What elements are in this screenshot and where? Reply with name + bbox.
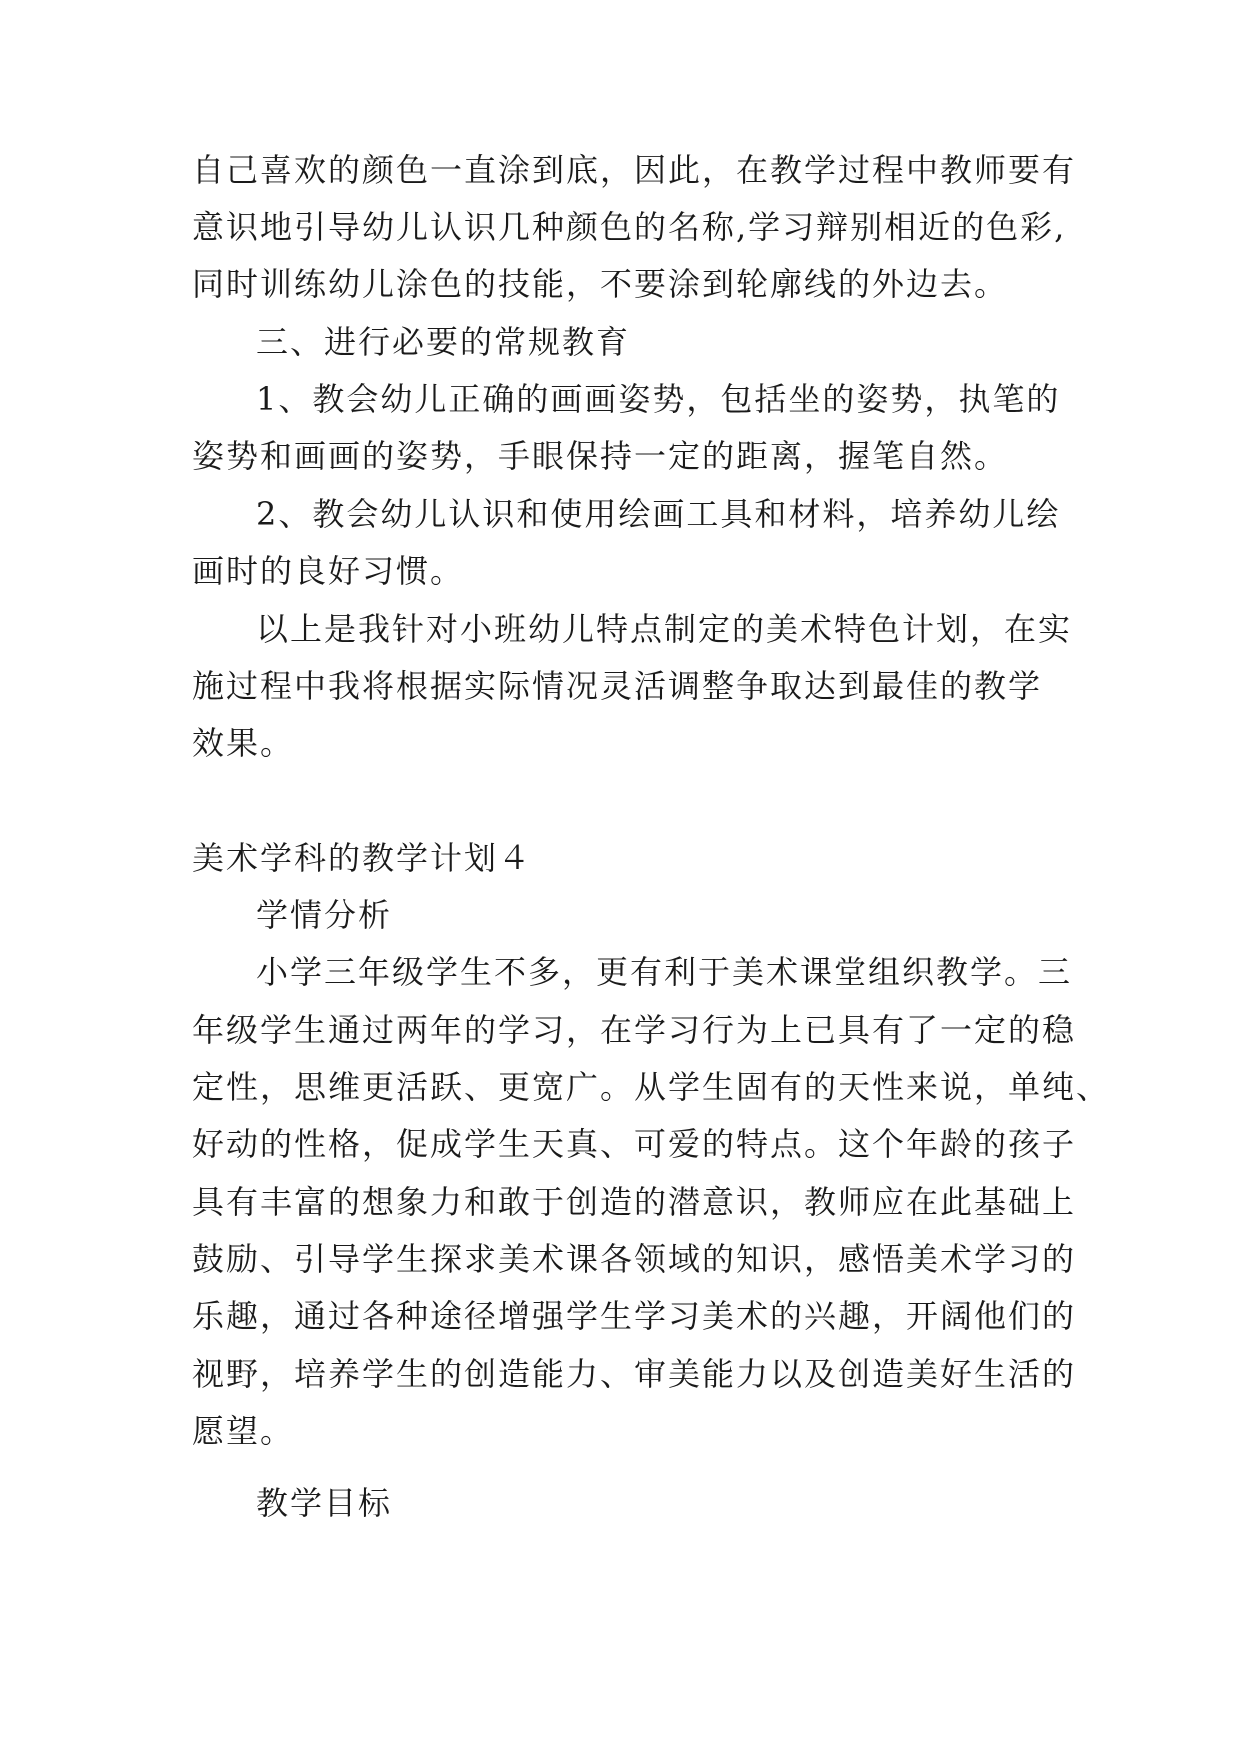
text-line: 姿势和画画的姿势，手眼保持一定的距离，握笔自然。	[192, 437, 1009, 475]
text-line: 好动的性格，促成学生天真、可爱的特点。这个年龄的孩子	[192, 1125, 1077, 1163]
text-line: 视野，培养学生的创造能力、审美能力以及创造美好生活的	[192, 1355, 1077, 1393]
text-line: 1、教会幼儿正确的画画姿势，包括坐的姿势，执笔的	[256, 380, 1061, 418]
text-line: 画时的良好习惯。	[192, 552, 465, 590]
text-line: 同时训练幼儿涂色的技能，不要涂到轮廓线的外边去。	[192, 265, 1009, 303]
text-line: 意识地引导幼儿认识几种颜色的名称,学习辩别相近的色彩,	[192, 208, 1067, 246]
text-line: 以上是我针对小班幼儿特点制定的美术特色计划，在实	[256, 610, 1073, 648]
text-line: 具有丰富的想象力和敢于创造的潜意识，教师应在此基础上	[192, 1183, 1077, 1221]
section-heading: 三、进行必要的常规教育	[256, 323, 631, 361]
section-heading: 学情分析	[256, 896, 393, 934]
text-line: 自己喜欢的颜色一直涂到底，因此，在教学过程中教师要有	[192, 151, 1077, 189]
text-line: 2、教会幼儿认识和使用绘画工具和材料，培养幼儿绘	[256, 495, 1061, 533]
document-title: 美术学科的教学计划４	[192, 839, 533, 877]
text-line: 乐趣，通过各种途径增强学生学习美术的兴趣，开阔他们的	[192, 1297, 1077, 1335]
text-line: 施过程中我将根据实际情况灵活调整争取达到最佳的教学	[192, 667, 1043, 705]
text-line: 定性，思维更活跃、更宽广。从学生固有的天性来说，单纯、	[192, 1068, 1111, 1106]
text-line: 鼓励、引导学生探求美术课各领域的知识，感悟美术学习的	[192, 1240, 1077, 1278]
text-line: 年级学生通过两年的学习，在学习行为上已具有了一定的稳	[192, 1011, 1077, 1049]
text-line: 愿望。	[192, 1412, 295, 1450]
text-line: 效果。	[192, 724, 295, 762]
text-line: 小学三年级学生不多，更有利于美术课堂组织教学。三	[256, 953, 1073, 991]
section-heading: 教学目标	[256, 1484, 393, 1522]
